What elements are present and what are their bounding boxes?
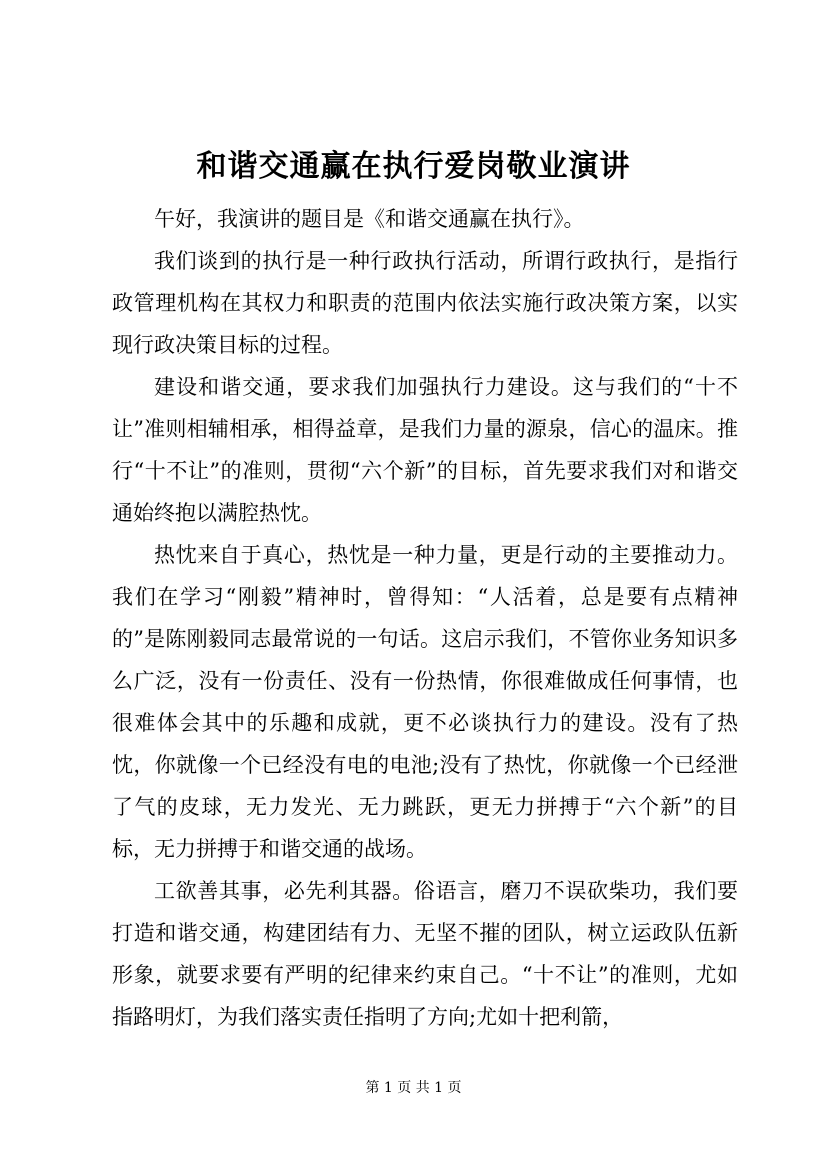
paragraph-discipline: 工欲善其事，必先利其器。俗语言，磨刀不误砍柴功，我们要打造和谐交通，构建团结有力、无坚不摧的团队，树立运政队伍新形象，就要求要有严明的纪律来约束自己。“十不让”的准则，尤如指路明灯，为我们落实责任指明了方向;尤如十把利箭， xyxy=(112,879,738,1029)
paragraph-enthusiasm: 建设和谐交通，要求我们加强执行力建设。这与我们的“十不让”准则相辅相承，相得益章，是我们力量的源泉，信心的温床。推行“十不让”的准则，贯彻“六个新”的目标，首先要求我们对和谐交通始终抱以满腔热忱。 xyxy=(112,375,738,525)
document-title: 和谐交通赢在执行爱岗敬业演讲 xyxy=(196,149,631,184)
page-number-footer: 第 1 页 共 1 页 xyxy=(365,1080,462,1096)
paragraph-greeting: 午好，我演讲的题目是《和谐交通赢在执行》。 xyxy=(154,207,585,231)
paragraph-motivation: 热忱来自于真心，热忱是一种力量，更是行动的主要推动力。我们在学习“刚毅”精神时，曾得知：“人活着，总是要有点精神的”是陈刚毅同志最常说的一句话。这启示我们，不管你业务知识多么广泛，没有一份责任、没有一份热情，你很难做成任何事情，也很难体会其中的乐趣和成就，更不必谈执行力的建设。没有了热忱，你就像一个已经没有电的电池;没有了热忱，你就像一个已经泄了气的皮球，无力发光、无力跳跃，更无力拼搏于“六个新”的目标，无力拼搏于和谐交通的战场。 xyxy=(112,543,738,861)
document-body xyxy=(112,198,738,1038)
paragraph-definition: 我们谈到的执行是一种行政执行活动，所谓行政执行，是指行政管理机构在其权力和职责的范围内依法实施行政决策方案，以实现行政决策目标的过程。 xyxy=(112,249,738,357)
